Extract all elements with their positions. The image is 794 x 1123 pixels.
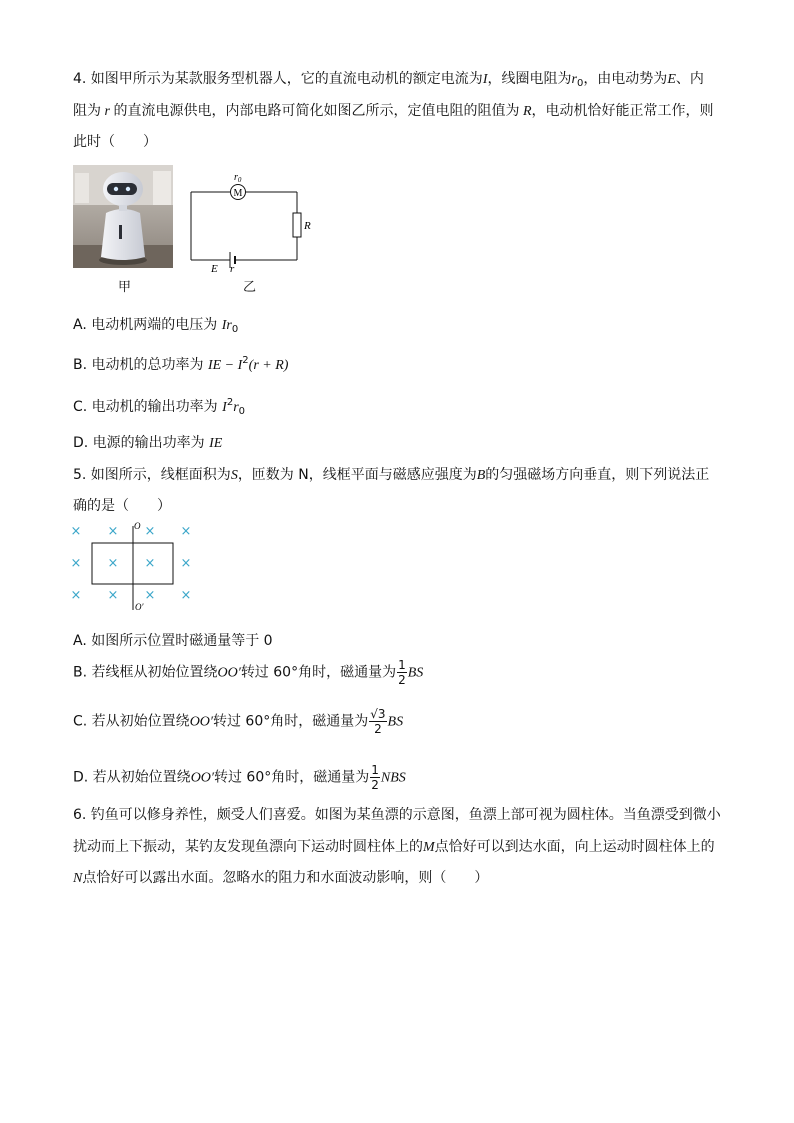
q5-stem-line1: 5. 如图所示，线框面积为S，匝数为 N，线框平面与磁感应强度为B的匀强磁场方向垂直，则下列说法正 xyxy=(73,467,710,483)
axis-label-o: O xyxy=(134,521,141,531)
q4-option-d[interactable]: D. 电源的输出功率为 IE xyxy=(73,435,223,451)
circuit-R-label: R xyxy=(304,220,311,232)
q4-option-a[interactable]: A. 电动机两端的电压为 $Ir_0$ xyxy=(73,317,239,335)
field-cross: × xyxy=(70,588,82,603)
q5-option-c[interactable]: C. 若从初始位置绕OO′转过 60°角时，磁通量为 $\frac{√3}{2}$ BS xyxy=(73,707,404,736)
field-cross: × xyxy=(180,556,192,571)
q5-option-d[interactable]: D. 若从初始位置绕OO′转过 60°角时，磁通量为 $\frac{1}{2}$ NBS xyxy=(73,763,406,792)
q6-stem-line2: 扰动而上下振动，某钓友发现鱼漂向下运动时圆柱体上的M点恰好可以到达水面，向上运动时圆柱体上的 xyxy=(73,839,715,855)
field-cross: × xyxy=(144,524,156,539)
q4-stem-line2: 阻为 r 的直流电源供电，内部电路可简化如图乙所示，定值电阻的阻值为 R，电动机恰好能正常工作，则 xyxy=(73,103,714,119)
axis-label-o-prime: O′ xyxy=(135,602,144,612)
fig-label-yi: 乙 xyxy=(243,280,257,295)
field-cross: × xyxy=(70,524,82,539)
circuit-r-label: r xyxy=(230,263,235,275)
circuit-diagram xyxy=(185,168,315,278)
field-cross: × xyxy=(107,524,119,539)
fig-label-jia: 甲 xyxy=(118,280,132,295)
field-cross: × xyxy=(180,588,192,603)
circuit-motor-label: M xyxy=(233,188,243,199)
q5-option-b[interactable]: B. 若线框从初始位置绕OO′转过 60°角时，磁通量为 $\frac{1}{2}$ BS xyxy=(73,658,424,687)
q5-stem-line2: 确的是（ ） xyxy=(73,498,171,514)
robot-photo xyxy=(73,165,173,268)
magnetic-field-figure xyxy=(66,518,206,616)
field-cross: × xyxy=(107,588,119,603)
q4-option-c[interactable]: C. 电动机的输出功率为 $I^2r_0$ xyxy=(73,397,246,417)
q6-stem-line1: 6. 钓鱼可以修身养性，颇受人们喜爱。如图为某鱼漂的示意图，鱼漂上部可视为圆柱体。当鱼漂受到微小 xyxy=(73,807,721,823)
q4-stem-line1: 4. 如图甲所示为某款服务型机器人，它的直流电动机的额定电流为I，线圈电阻为$r_0$，由电动势为E、内 xyxy=(73,71,704,89)
field-cross: × xyxy=(180,524,192,539)
field-cross: × xyxy=(144,556,156,571)
field-cross: × xyxy=(144,588,156,603)
q4-option-b[interactable]: B. 电动机的总功率为 IE − $I^2(r + R)$ xyxy=(73,355,289,373)
q6-stem-line3: N点恰好可以露出水面。忽略水的阻力和水面波动影响，则（ ） xyxy=(73,870,489,886)
field-cross: × xyxy=(70,556,82,571)
circuit-E-label: E xyxy=(211,263,218,275)
circuit-r0-label: $r_0$ xyxy=(234,172,242,184)
q5-option-a[interactable]: A. 如图所示位置时磁通量等于 0 xyxy=(73,633,273,649)
field-cross: × xyxy=(107,556,119,571)
q4-stem-line3: 此时（ ） xyxy=(73,134,157,150)
